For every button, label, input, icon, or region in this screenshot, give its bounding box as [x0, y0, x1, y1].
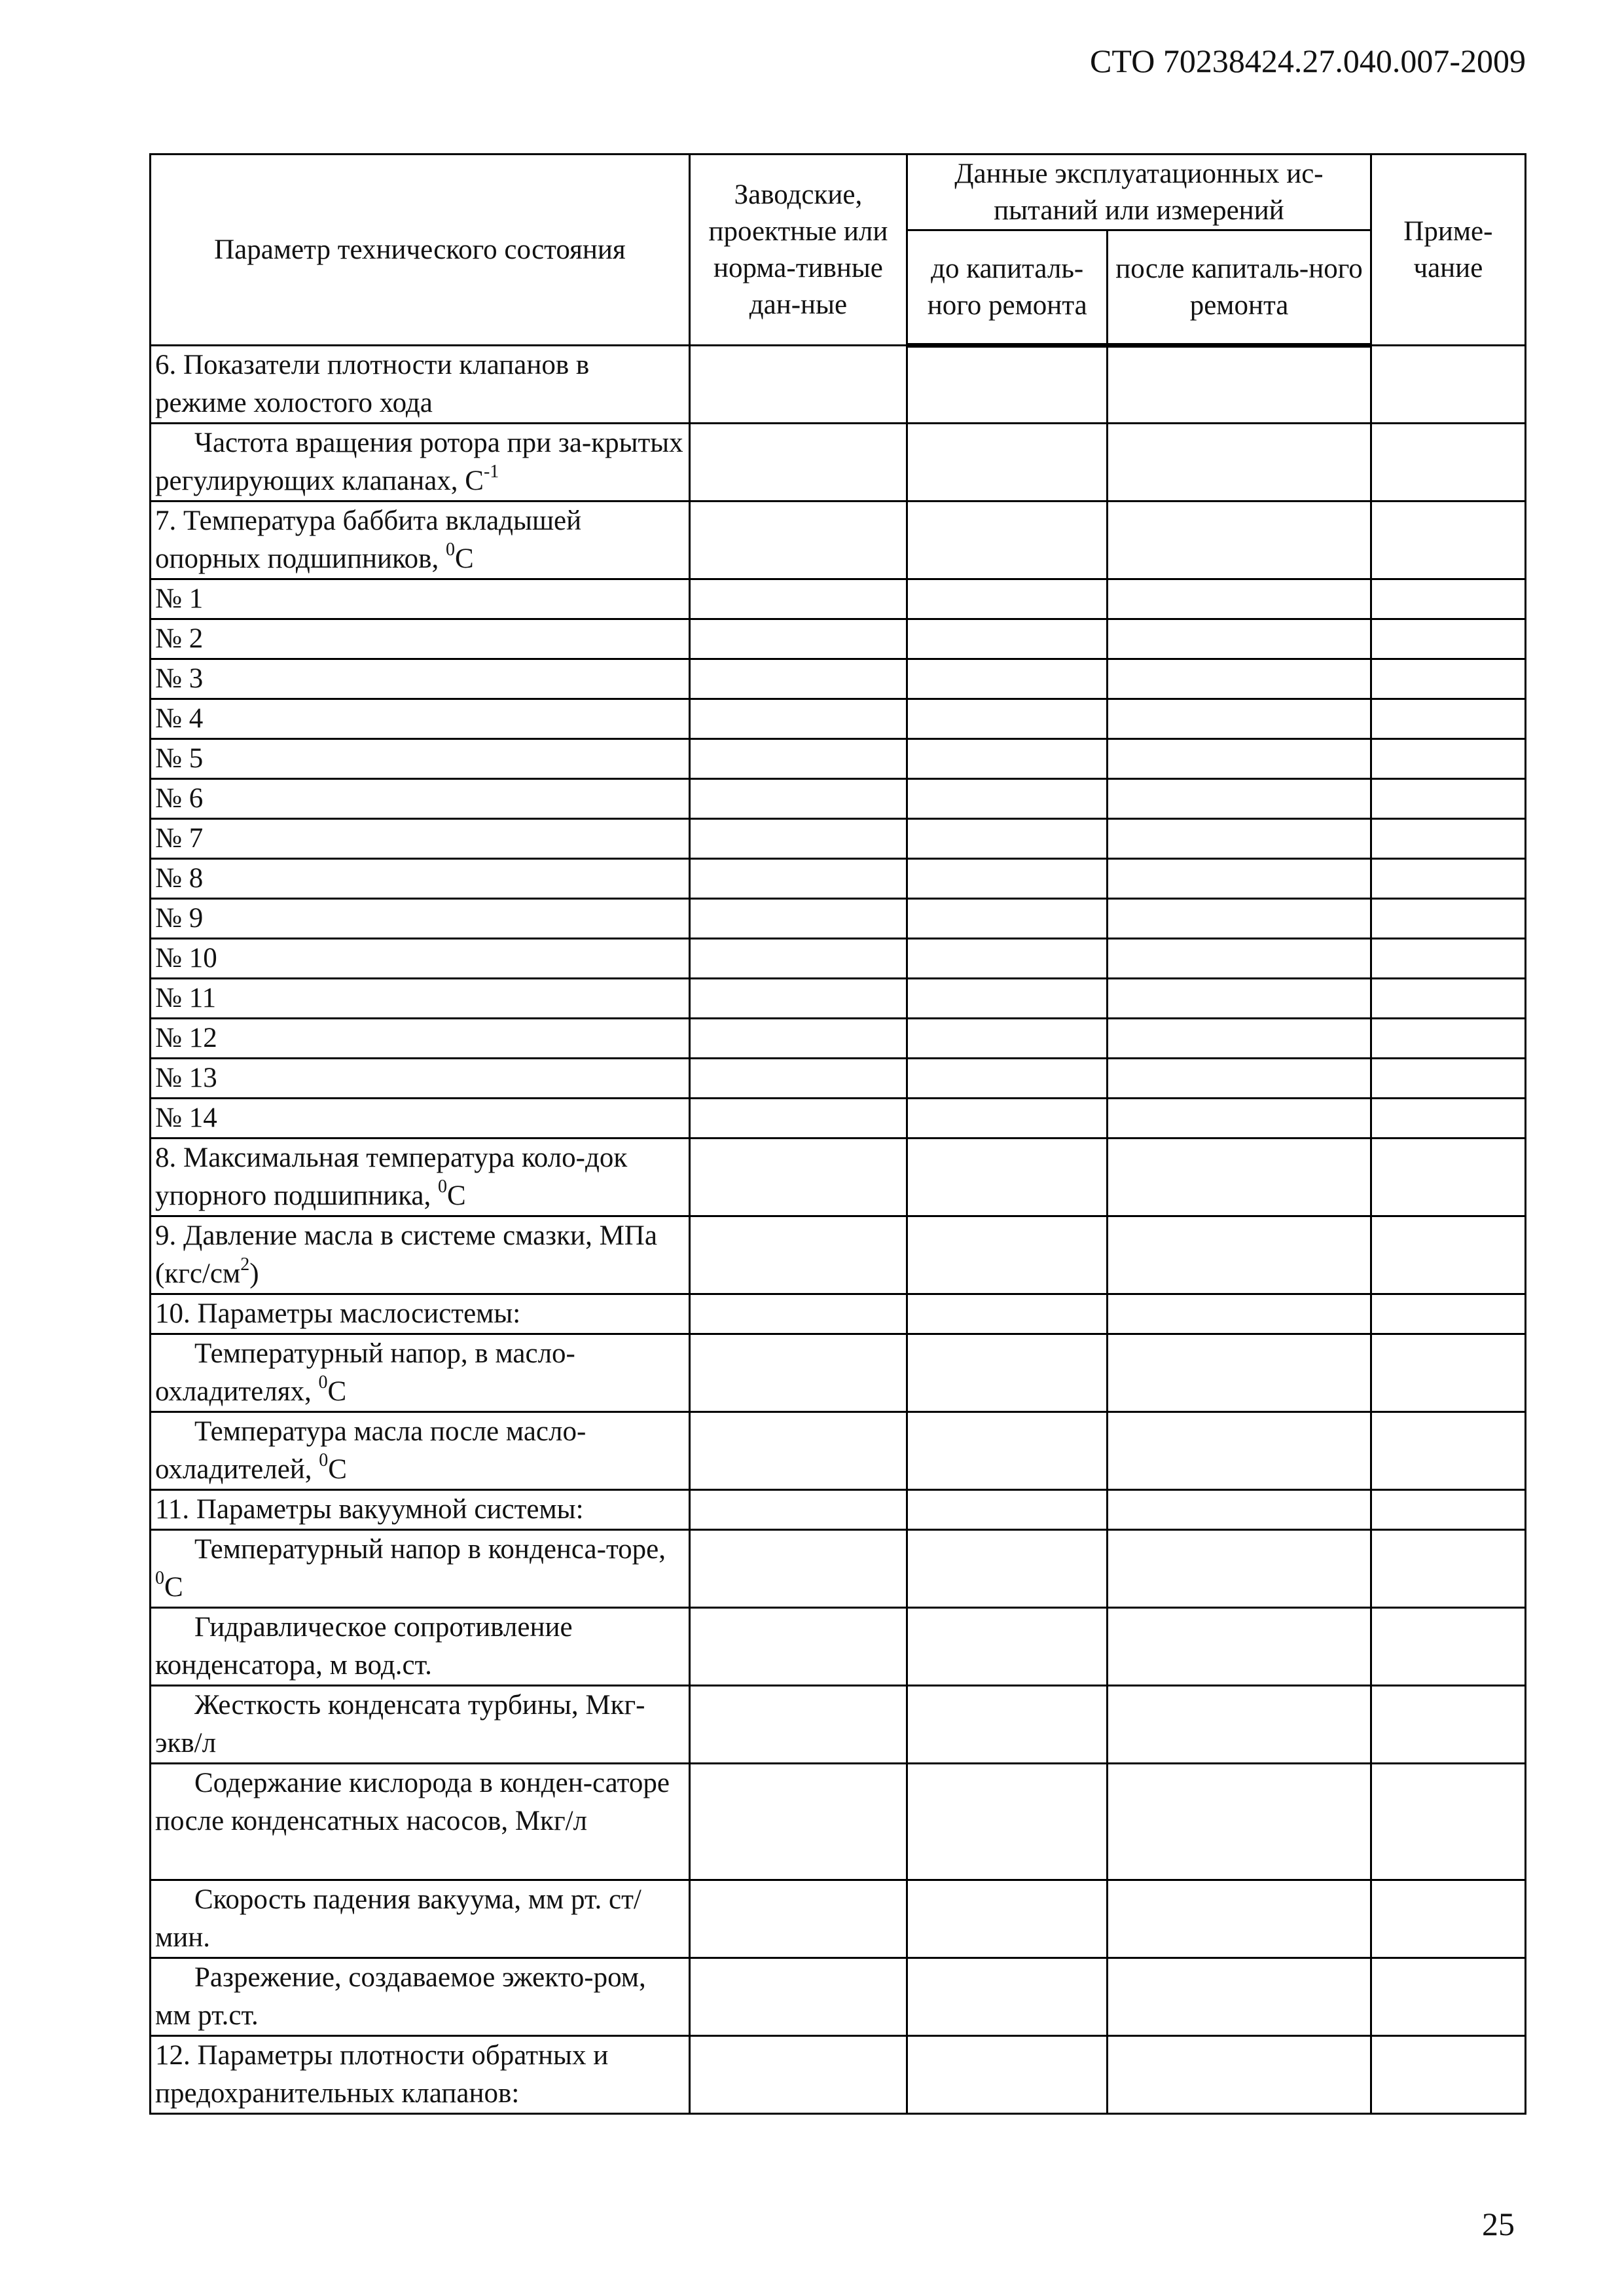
factory-cell[interactable]: [689, 1764, 907, 1880]
factory-cell[interactable]: [689, 1880, 907, 1958]
parameter-superscript: 0: [437, 1176, 447, 1197]
parameter-text: Разрежение, создаваемое эжекто-ром, мм рт.ст.: [155, 1962, 646, 2031]
before-repair-cell[interactable]: [907, 1099, 1108, 1139]
header-test-data: Данные эксплуатационных ис-пытаний или измерений: [907, 155, 1371, 230]
table-row: [151, 1294, 1526, 1334]
before-repair-cell[interactable]: [907, 1530, 1108, 1608]
after-repair-cell[interactable]: [1108, 346, 1371, 424]
parameter-cell: [151, 1139, 690, 1216]
parameter-cell: [151, 501, 690, 579]
before-repair-cell[interactable]: [907, 979, 1108, 1019]
note-cell[interactable]: [1371, 1958, 1525, 2036]
parameter-superscript: 0: [445, 539, 455, 560]
parameter-cell: [151, 1412, 690, 1490]
parameter-text: № 1: [155, 583, 204, 614]
before-repair-cell[interactable]: [907, 1334, 1108, 1412]
note-cell[interactable]: [1371, 859, 1525, 899]
table-row: [151, 939, 1526, 979]
parameter-cell: [151, 1608, 690, 1686]
before-repair-cell[interactable]: [907, 619, 1108, 659]
parameter-cell: [151, 424, 690, 501]
parameter-cell: [151, 1686, 690, 1764]
after-repair-cell[interactable]: [1108, 699, 1371, 739]
after-repair-cell[interactable]: [1108, 899, 1371, 939]
factory-cell[interactable]: [689, 1958, 907, 2036]
parameter-text: № 5: [155, 743, 204, 774]
before-repair-cell[interactable]: [907, 1686, 1108, 1764]
parameter-cell: [151, 1059, 690, 1099]
after-repair-cell[interactable]: [1108, 939, 1371, 979]
parameter-cell: [151, 619, 690, 659]
after-repair-cell[interactable]: [1108, 1216, 1371, 1294]
factory-cell[interactable]: [689, 899, 907, 939]
before-repair-cell[interactable]: [907, 579, 1108, 619]
table-row: [151, 619, 1526, 659]
after-repair-cell[interactable]: [1108, 424, 1371, 501]
after-repair-cell[interactable]: [1108, 2036, 1371, 2114]
parameter-superscript: 0: [319, 1449, 329, 1470]
parameter-cell: [151, 579, 690, 619]
parameter-text: № 13: [155, 1063, 217, 1093]
before-repair-cell[interactable]: [907, 699, 1108, 739]
parameter-cell: [151, 1099, 690, 1139]
before-repair-cell[interactable]: [907, 819, 1108, 859]
note-cell[interactable]: [1371, 1880, 1525, 1958]
table-body: [151, 346, 1526, 2114]
factory-cell[interactable]: [689, 1490, 907, 1530]
note-cell[interactable]: [1371, 619, 1525, 659]
header-parameter: Параметр технического состояния: [151, 155, 690, 346]
note-cell[interactable]: [1371, 1099, 1525, 1139]
table-row: [151, 1334, 1526, 1412]
factory-cell[interactable]: [689, 739, 907, 779]
note-cell[interactable]: [1371, 1608, 1525, 1686]
note-cell[interactable]: [1371, 424, 1525, 501]
table-row: [151, 424, 1526, 501]
before-repair-cell[interactable]: [907, 659, 1108, 699]
table-row: [151, 779, 1526, 819]
parameter-cell: [151, 1334, 690, 1412]
before-repair-cell[interactable]: [907, 1019, 1108, 1059]
factory-cell[interactable]: [689, 619, 907, 659]
note-cell[interactable]: [1371, 1686, 1525, 1764]
note-cell[interactable]: [1371, 346, 1525, 424]
table-row: [151, 1608, 1526, 1686]
parameter-text: № 11: [155, 983, 217, 1013]
before-repair-cell[interactable]: [907, 424, 1108, 501]
factory-cell[interactable]: [689, 1412, 907, 1490]
note-cell[interactable]: [1371, 2036, 1525, 2114]
table-row: [151, 1412, 1526, 1490]
after-repair-cell[interactable]: [1108, 1099, 1371, 1139]
factory-cell[interactable]: [689, 1019, 907, 1059]
factory-cell[interactable]: [689, 424, 907, 501]
factory-cell[interactable]: [689, 501, 907, 579]
before-repair-cell[interactable]: [907, 939, 1108, 979]
before-repair-cell[interactable]: [907, 346, 1108, 424]
before-repair-cell[interactable]: [907, 779, 1108, 819]
factory-cell[interactable]: [689, 346, 907, 424]
note-cell[interactable]: [1371, 1764, 1525, 1880]
before-repair-cell[interactable]: [907, 1139, 1108, 1216]
before-repair-cell[interactable]: [907, 1958, 1108, 2036]
after-repair-cell[interactable]: [1108, 819, 1371, 859]
parameter-text: Температурный напор, в масло-охладителях,: [155, 1338, 575, 1407]
after-repair-cell[interactable]: [1108, 1412, 1371, 1490]
after-repair-cell[interactable]: [1108, 739, 1371, 779]
table-row: [151, 1686, 1526, 1764]
table-row: [151, 899, 1526, 939]
after-repair-cell[interactable]: [1108, 501, 1371, 579]
note-cell[interactable]: [1371, 1334, 1525, 1412]
parameter-text: № 10: [155, 943, 217, 974]
after-repair-cell[interactable]: [1108, 1294, 1371, 1334]
header-after-repair: после капиталь-ного ремонта: [1108, 230, 1371, 346]
parameter-superscript: 0: [318, 1372, 328, 1393]
factory-cell[interactable]: [689, 1608, 907, 1686]
parameter-text: № 9: [155, 903, 204, 934]
parameter-cell: [151, 1530, 690, 1608]
factory-cell[interactable]: [689, 1686, 907, 1764]
after-repair-cell[interactable]: [1108, 1530, 1371, 1608]
parameter-text: № 3: [155, 663, 204, 694]
parameter-text: 6. Показатели плотности клапанов в режиме холостого хода: [155, 350, 590, 418]
table-row: [151, 579, 1526, 619]
before-repair-cell[interactable]: [907, 2036, 1108, 2114]
after-repair-cell[interactable]: [1108, 1764, 1371, 1880]
table-row: [151, 1764, 1526, 1880]
parameter-cell: [151, 1216, 690, 1294]
parameter-text: № 14: [155, 1102, 217, 1133]
parameter-cell: [151, 346, 690, 424]
parameter-cell: [151, 1490, 690, 1530]
factory-cell[interactable]: [689, 1294, 907, 1334]
parameter-cell: [151, 899, 690, 939]
parameter-text: № 8: [155, 863, 204, 894]
page-number: 25: [1482, 2206, 1515, 2242]
parameter-superscript: 2: [240, 1254, 250, 1275]
parameter-cell: [151, 1880, 690, 1958]
factory-cell[interactable]: [689, 1059, 907, 1099]
parameter-text: Жесткость конденсата турбины, Мкг-экв/л: [155, 1690, 645, 1758]
factory-cell[interactable]: [689, 659, 907, 699]
table-row: [151, 1099, 1526, 1139]
table-row: [151, 979, 1526, 1019]
technical-condition-table: [149, 153, 1526, 2115]
parameter-superscript: -1: [483, 461, 499, 482]
parameter-text: Температура масла после масло-охладителей,: [155, 1416, 586, 1485]
note-cell[interactable]: [1371, 1490, 1525, 1530]
before-repair-cell[interactable]: [907, 1880, 1108, 1958]
note-cell[interactable]: [1371, 1294, 1525, 1334]
table-row: [151, 1139, 1526, 1216]
after-repair-cell[interactable]: [1108, 1139, 1371, 1216]
note-cell[interactable]: [1371, 1139, 1525, 1216]
factory-cell[interactable]: [689, 859, 907, 899]
note-cell[interactable]: [1371, 699, 1525, 739]
note-cell[interactable]: [1371, 579, 1525, 619]
before-repair-cell[interactable]: [907, 1490, 1108, 1530]
before-repair-cell[interactable]: [907, 1294, 1108, 1334]
parameter-text: № 6: [155, 783, 204, 814]
parameter-cell: [151, 859, 690, 899]
parameter-cell: [151, 659, 690, 699]
parameter-text: 7. Температура баббита вкладышей опорных подшипников,: [155, 505, 582, 574]
table-row: [151, 1019, 1526, 1059]
parameter-unit: С: [164, 1572, 183, 1603]
parameter-text: Скорость падения вакуума, мм рт. ст/мин.: [155, 1884, 641, 1953]
parameter-cell: [151, 1764, 690, 1880]
note-cell[interactable]: [1371, 739, 1525, 779]
factory-cell[interactable]: [689, 1099, 907, 1139]
factory-cell[interactable]: [689, 1530, 907, 1608]
parameter-text: 12. Параметры плотности обратных и предохранительных клапанов:: [155, 2040, 609, 2109]
table-row: [151, 1216, 1526, 1294]
after-repair-cell[interactable]: [1108, 619, 1371, 659]
table-row: [151, 1059, 1526, 1099]
after-repair-cell[interactable]: [1108, 979, 1371, 1019]
parameter-cell: [151, 939, 690, 979]
parameter-text: № 4: [155, 703, 204, 734]
after-repair-cell[interactable]: [1108, 859, 1371, 899]
factory-cell[interactable]: [689, 2036, 907, 2114]
before-repair-cell[interactable]: [907, 859, 1108, 899]
parameter-text: № 2: [155, 623, 204, 654]
table-row: [151, 2036, 1526, 2114]
before-repair-cell[interactable]: [907, 1608, 1108, 1686]
parameter-cell: [151, 1958, 690, 2036]
parameter-text: 8. Максимальная температура коло-док упорного подшипника,: [155, 1142, 628, 1211]
header-note: Приме-чание: [1371, 155, 1525, 346]
factory-cell[interactable]: [689, 1139, 907, 1216]
note-cell[interactable]: [1371, 1530, 1525, 1608]
after-repair-cell[interactable]: [1108, 1608, 1371, 1686]
note-cell[interactable]: [1371, 779, 1525, 819]
parameter-text: 10. Параметры маслосистемы:: [155, 1298, 521, 1329]
parameter-text: 11. Параметры вакуумной системы:: [155, 1494, 584, 1525]
table-row: [151, 659, 1526, 699]
before-repair-cell[interactable]: [907, 1059, 1108, 1099]
parameter-unit: С: [454, 543, 474, 574]
table-row: [151, 819, 1526, 859]
header-factory-data: Заводские, проектные или норма-тивные дан-ные: [689, 155, 907, 346]
note-cell[interactable]: [1371, 939, 1525, 979]
before-repair-cell[interactable]: [907, 1412, 1108, 1490]
after-repair-cell[interactable]: [1108, 1686, 1371, 1764]
parameter-unit: С: [328, 1454, 347, 1485]
parameter-text: Температурный напор в конденса-торе,: [194, 1534, 666, 1565]
parameter-cell: [151, 739, 690, 779]
parameter-cell: [151, 2036, 690, 2114]
note-cell[interactable]: [1371, 1019, 1525, 1059]
header-before-repair: до капиталь-ного ремонта: [907, 230, 1108, 346]
before-repair-cell[interactable]: [907, 739, 1108, 779]
parameter-cell: [151, 819, 690, 859]
factory-cell[interactable]: [689, 939, 907, 979]
document-code: СТО 70238424.27.040.007-2009: [1090, 43, 1526, 79]
table-row: [151, 1958, 1526, 2036]
factory-cell[interactable]: [689, 779, 907, 819]
parameter-cell: [151, 1294, 690, 1334]
parameter-text: № 7: [155, 823, 204, 854]
after-repair-cell[interactable]: [1108, 659, 1371, 699]
parameter-text: № 12: [155, 1023, 217, 1053]
factory-cell[interactable]: [689, 1334, 907, 1412]
table-row: [151, 346, 1526, 424]
parameter-cell: [151, 699, 690, 739]
factory-cell[interactable]: [689, 699, 907, 739]
after-repair-cell[interactable]: [1108, 1334, 1371, 1412]
table-row: [151, 739, 1526, 779]
note-cell[interactable]: [1371, 819, 1525, 859]
factory-cell[interactable]: [689, 1216, 907, 1294]
note-cell[interactable]: [1371, 1059, 1525, 1099]
parameter-text: Содержание кислорода в конден-саторе после конденсатных насосов, Мкг/л: [155, 1768, 670, 1836]
parameter-cell: [151, 979, 690, 1019]
table-row: [151, 1530, 1526, 1608]
before-repair-cell[interactable]: [907, 1764, 1108, 1880]
before-repair-cell[interactable]: [907, 899, 1108, 939]
before-repair-cell[interactable]: [907, 1216, 1108, 1294]
table-row: [151, 1880, 1526, 1958]
table-row: [151, 859, 1526, 899]
factory-cell[interactable]: [689, 979, 907, 1019]
parameter-text: Гидравлическое сопротивление конденсатора, м вод.ст.: [155, 1612, 573, 1681]
after-repair-cell[interactable]: [1108, 1490, 1371, 1530]
after-repair-cell[interactable]: [1108, 1019, 1371, 1059]
after-repair-cell[interactable]: [1108, 1059, 1371, 1099]
parameter-text: Частота вращения ротора при за-крытых регулирующих клапанах, С: [155, 428, 683, 496]
parameter-cell: [151, 779, 690, 819]
after-repair-cell[interactable]: [1108, 1880, 1371, 1958]
note-cell[interactable]: [1371, 501, 1525, 579]
note-cell[interactable]: [1371, 979, 1525, 1019]
factory-cell[interactable]: [689, 819, 907, 859]
factory-cell[interactable]: [689, 579, 907, 619]
after-repair-cell[interactable]: [1108, 779, 1371, 819]
table-row: [151, 501, 1526, 579]
note-cell[interactable]: [1371, 1216, 1525, 1294]
parameter-superscript: 0: [155, 1567, 164, 1588]
after-repair-cell[interactable]: [1108, 579, 1371, 619]
parameter-unit: С: [327, 1376, 347, 1407]
table-row: [151, 1490, 1526, 1530]
note-cell[interactable]: [1371, 659, 1525, 699]
note-cell[interactable]: [1371, 899, 1525, 939]
after-repair-cell[interactable]: [1108, 1958, 1371, 2036]
parameter-cell: [151, 1019, 690, 1059]
table-row: [151, 699, 1526, 739]
parameter-unit: ): [249, 1258, 259, 1289]
note-cell[interactable]: [1371, 1412, 1525, 1490]
parameter-unit: С: [446, 1180, 466, 1211]
before-repair-cell[interactable]: [907, 501, 1108, 579]
parameter-text: 9. Давление масла в системе смазки, МПа (кгс/см: [155, 1220, 657, 1289]
